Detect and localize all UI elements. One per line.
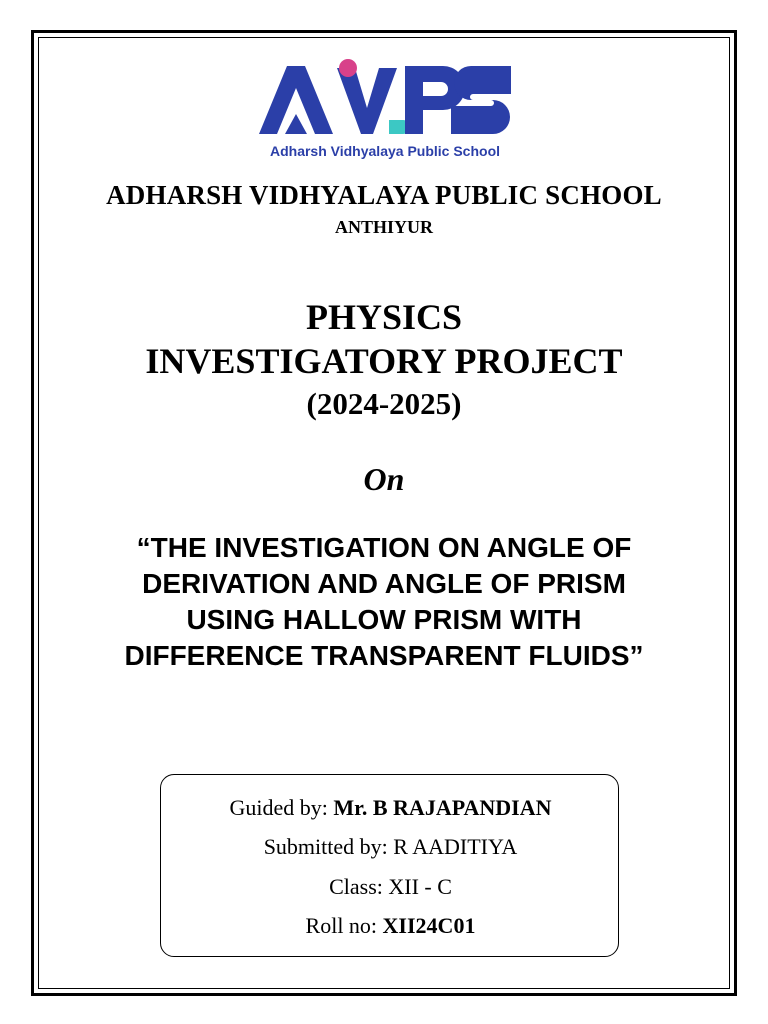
project-type: INVESTIGATORY PROJECT bbox=[145, 341, 623, 381]
logo-letter-a-notch bbox=[285, 114, 307, 134]
class-line bbox=[161, 874, 620, 900]
logo-pink-dot bbox=[339, 59, 357, 77]
school-place: ANTHIYUR bbox=[334, 217, 433, 237]
project-title bbox=[60, 530, 708, 674]
logo-caption: Adharsh Vidhyalaya Public School bbox=[269, 143, 501, 159]
project-title-line: DERIVATION AND ANGLE OF PRISM bbox=[142, 568, 626, 599]
project-title-line: USING HALLOW PRISM WITH bbox=[186, 604, 582, 635]
project-title-line: “THE INVESTIGATION ON ANGLE OF bbox=[136, 532, 632, 563]
project-title-line: DIFFERENCE TRANSPARENT FLUIDS” bbox=[124, 640, 644, 671]
school-logo bbox=[255, 58, 515, 162]
class-label: Class: bbox=[329, 874, 389, 899]
project-year: (2024-2025) bbox=[306, 386, 462, 421]
submitted-by-line bbox=[161, 834, 620, 860]
project-subject: PHYSICS bbox=[305, 297, 463, 337]
school-name: ADHARSH VIDHYALAYA PUBLIC SCHOOL bbox=[106, 180, 662, 210]
submitted-by-value: R AADITIYA bbox=[393, 834, 518, 859]
class-value: XII - C bbox=[388, 874, 452, 899]
logo-letter-v bbox=[337, 68, 397, 134]
on-label: On bbox=[363, 461, 405, 497]
roll-no-label: Roll no: bbox=[305, 913, 383, 938]
guided-by-line bbox=[161, 795, 620, 821]
roll-no-line bbox=[161, 913, 620, 939]
guided-by-value: Mr. B RAJAPANDIAN bbox=[333, 795, 552, 820]
submission-details-box bbox=[160, 774, 619, 957]
submitted-by-label: Submitted by: bbox=[263, 834, 394, 859]
guided-by-label: Guided by: bbox=[229, 795, 334, 820]
roll-no-value: XII24C01 bbox=[382, 913, 476, 938]
